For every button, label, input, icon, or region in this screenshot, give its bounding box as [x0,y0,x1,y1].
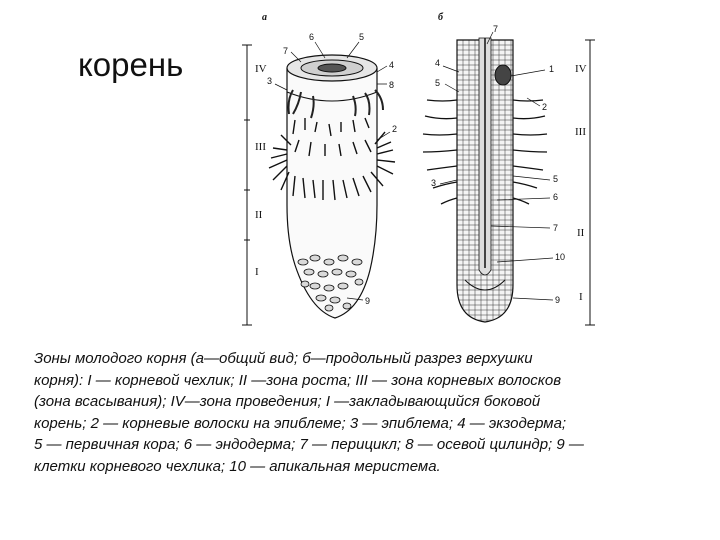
caption-line: 5 — первичная кора; 6 — эндодерма; 7 — перицикл; 8 — осевой цилиндр; 9 — [34,436,584,454]
label-a-9: 9 [365,296,371,306]
caption-line: корень; 2 — корневые волоски на эпиблеме; 3 — эпиблема; 4 — экзодерма; [34,414,567,432]
label-a-7: 7 [283,46,289,56]
zone-label-b-iv: IV [575,63,587,75]
caption-line: клетки корневого чехлика; 10 — апикальная меристема. [34,457,441,475]
label-a-6: 6 [309,32,315,42]
zone-label-b-ii: II [577,227,585,239]
zone-label-b-i: I [579,291,583,303]
label-b-7b: 7 [553,223,559,233]
label-b-9: 9 [555,295,561,305]
label-b-4: 4 [435,58,441,68]
figure-caption [34,348,702,478]
label-b-5b: 5 [553,174,559,184]
zone-label-a-iii: III [255,141,266,153]
zone-label-a-ii: II [255,209,263,221]
caption-line: корня): I — корневой чехлик; II —зона роста; III — зона корневых волосков [34,371,562,389]
root-zones-figure [235,0,615,340]
label-b-10: 10 [555,252,566,262]
label-a-2: 2 [392,124,398,134]
label-b-5: 5 [435,78,441,88]
central-cylinder [318,64,346,72]
label-b-1: 1 [549,64,555,74]
label-a-3: 3 [267,76,273,86]
caption-line: Зоны молодого корня (а—общий вид; б—продольный разрез верхушки [34,350,533,367]
panel-a-letter: а [262,12,267,23]
lateral-root [495,65,511,85]
label-b-3: 3 [431,178,437,188]
label-a-4: 4 [389,60,395,70]
zone-label-a-iv: IV [255,63,267,75]
panel-b-letter: б [438,12,443,23]
label-b-7: 7 [493,24,499,34]
page-title: корень [78,46,184,83]
panel-b-drawing [423,24,595,325]
zone-label-a-i: I [255,266,259,278]
label-a-8: 8 [389,80,395,90]
caption-line: (зона всасывания); IV—зона проведения; I —закладывающийся боковой [34,393,541,411]
label-b-6: 6 [553,192,559,202]
label-b-2: 2 [542,102,548,112]
root-body-outline [287,68,377,318]
root-diagram [235,0,615,340]
panel-a-drawing [242,32,397,325]
zone-label-b-iii: III [575,126,586,138]
label-a-5: 5 [359,32,365,42]
